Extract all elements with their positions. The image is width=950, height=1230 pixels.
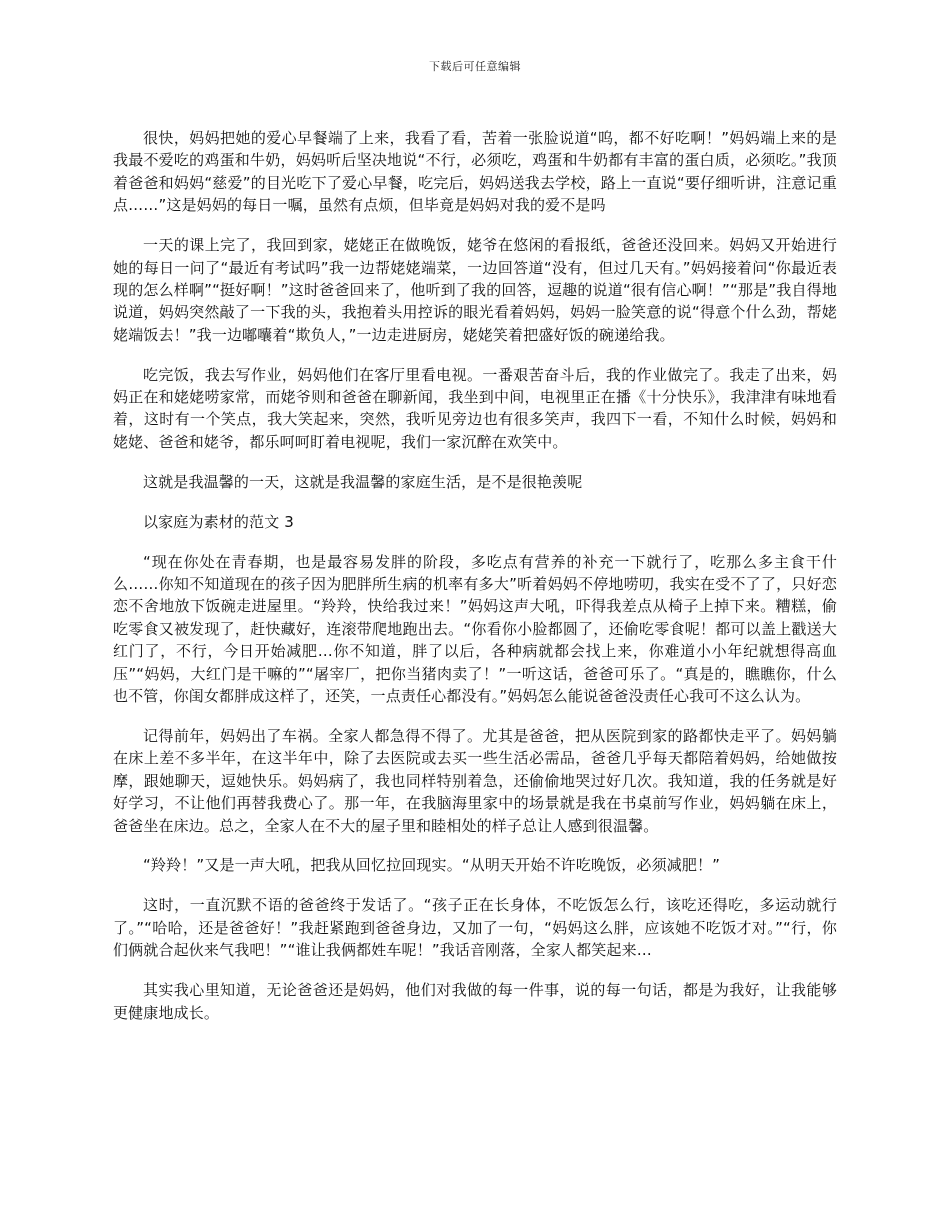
page-header: 下载后可任意编辑 xyxy=(429,60,521,73)
paragraph-car-accident: 记得前年，妈妈出了车祸。全家人都急得不得了。尤其是爸爸，把从医院到家的路都快走平了。妈妈躺在床上差不多半年，在这半年中，除了去医院或去买一些生活必需品，爸爸几乎每天都陪着妈妈，给她做按摩，跟她聊天，逗她快乐。妈妈病了，我也同样特别着急，还偷偷地哭过好几次。我知道，我的任务就是好好学习，不让他们再替我费心了。那一年，在我脑海里家中的场景就是我在书桌前写作业，妈妈躺在床上，爸爸坐在床边。总之，全家人在不大的屋子里和睦相处的样子总让人感到很温馨。 xyxy=(113,726,837,835)
paragraph-summary: 这就是我温馨的一天，这就是我温馨的家庭生活，是不是很艳羡呢 xyxy=(143,472,583,491)
section-heading: 以家庭为素材的范文 3 xyxy=(143,512,294,531)
document-body xyxy=(113,127,837,1041)
paragraph-breakfast: 很快，妈妈把她的爱心早餐端了上来，我看了看，苦着一张脸说道“呜，都不好吃啊！”妈妈端上来的是我最不爱吃的鸡蛋和牛奶，妈妈听后坚决地说“不行，必须吃，鸡蛋和牛奶都有丰富的蛋白质，必须吃。”我顶着爸爸和妈妈“慈爱”的目光吃下了爱心早餐，吃完后，妈妈送我去学校，路上一直说“要仔细听讲，注意记重点……”这是妈妈的每日一嘱，虽然有点烦，但毕竟是妈妈对我的爱不是吗 xyxy=(113,129,837,215)
paragraph-father-speaks: 这时，一直沉默不语的爸爸终于发话了。“孩子正在长身体，不吃饭怎么行，该吃还得吃，多运动就行了。”“哈哈，还是爸爸好！”我赶紧跑到爸爸身边，又加了一句，“妈妈这么胖，应该她不吃饭才对。”“行，你们俩就合起伙来气我吧！”“谁让我俩都姓车呢！”我话音刚落，全家人都笑起来… xyxy=(113,896,837,960)
paragraph-conclusion: 其实我心里知道，无论爸爸还是妈妈，他们对我做的每一件事，说的每一句话，都是为我好，让我能够更健康地成长。 xyxy=(113,981,837,1022)
paragraph-after-school: 一天的课上完了，我回到家，姥姥正在做晚饭，姥爷在悠闲的看报纸，爸爸还没回来。妈妈又开始进行她的每日一问了“最近有考试吗”我一边帮姥姥端菜，一边回答道“没有，但过几天有。”妈妈接着问“你最近表现的怎么样啊”“挺好啊！”这时爸爸回来了，他听到了我的回答，逗趣的说道“很有信心啊！”“那是”我自得地说道，妈妈突然敲了一下我的头，我抱着头用控诉的眼光看着妈妈，妈妈一脸笑意的说“得意个什么劲，帮姥姥端饭去！”我一边嘟囔着“欺负人，”一边走进厨房，姥姥笑着把盛好饭的碗递给我。 xyxy=(113,236,837,344)
paragraph-evening-tv: 吃完饭，我去写作业，妈妈他们在客厅里看电视。一番艰苦奋斗后，我的作业做完了。我走了出来，妈妈正在和姥姥唠家常，而姥爷则和爸爸在聊新闻，我坐到中间，电视里正在播《十分快乐》，我津津有味地看着，这时有一个笑点，我大笑起来，突然，我听见旁边也有很多笑声，我四下一看，不知什么时候，妈妈和姥姥、爸爸和姥爷，都乐呵呵盯着电视呢，我们一家沉醉在欢笑中。 xyxy=(113,365,837,451)
paragraph-diet-lecture: “现在你处在青春期，也是最容易发胖的阶段，多吃点有营养的补充一下就行了，吃那么多主食干什么……你知不知道现在的孩子因为肥胖所生病的机率有多大”听着妈妈不停地唠叨，我实在受不了了，只好恋恋不舍地放下饭碗走进屋里。“羚羚，快给我过来！”妈妈这声大吼，吓得我差点从椅子上掉下来。糟糕，偷吃零食又被发现了，赶快藏好，连滚带爬地跑出去。“你看你小脸都圆了，还偷吃零食呢！都可以盖上戳送大红门了，不行，今日开始减肥…你不知道，胖了以后，各种病就都会找上来，你难道小小年纪就想得高血压”“妈妈，大红门是干嘛的”“屠宰厂，把你当猪肉卖了！”一听这话，爸爸可乐了。“真是的，瞧瞧你，什么也不管，你闺女都胖成这样了，还笑，一点责任心都没有。”妈妈怎么能说爸爸没责任心我可不这么认为。 xyxy=(113,552,837,706)
paragraph-shout: “羚羚！”又是一声大吼，把我从回忆拉回现实。“从明天开始不许吃晚饭，必须减肥！” xyxy=(143,856,721,875)
